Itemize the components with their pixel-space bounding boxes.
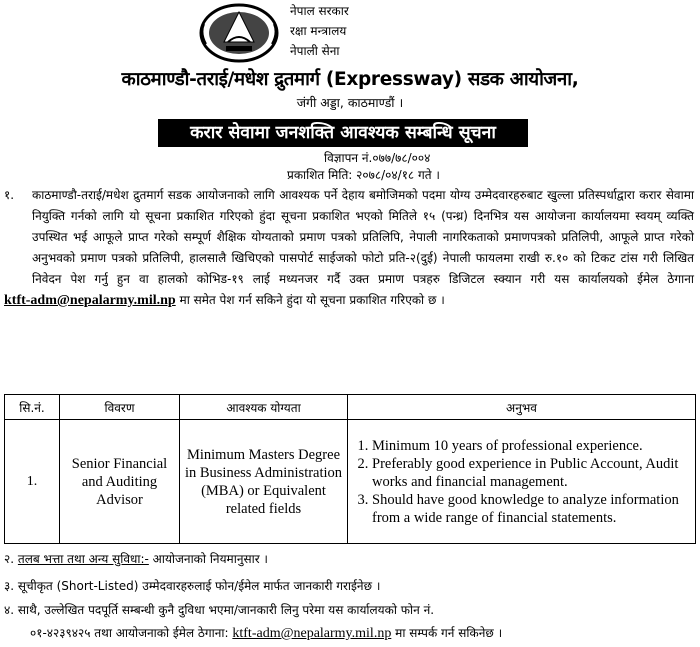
item-2-number: २. [4, 552, 15, 566]
address: जंगी अड्डा, काठमाण्डौं । [296, 95, 404, 110]
experience-item: 3. Should have good knowledge to analyze information from a wide range of financial statements. [372, 491, 689, 527]
notice-banner: करार सेवामा जनशक्ति आवश्यक सम्बन्धि सूचना [158, 119, 528, 147]
advertisement-number: विज्ञापन नं.०७७/७८/००४ [324, 151, 431, 165]
cell-qualification: Minimum Masters Degree in Business Administration (MBA) or Equivalent related fields [180, 420, 348, 544]
footer-item-3: ३. सूचीकृत (Short-Listed) उम्मेदवारहरुलाई फोन/ईमेल मार्फत जानकारी गराईनेछ । [4, 579, 381, 593]
email-link[interactable]: ktft-adm@nepalarmy.mil.np [4, 293, 176, 308]
header-experience: अनुभव [348, 395, 696, 420]
cell-experience [348, 420, 696, 544]
header-description: विवरण [60, 395, 180, 420]
footer-item-2 [4, 549, 268, 569]
item-2-text: आयोजनाको नियमानुसार । [148, 552, 268, 566]
paragraph-1-tail: मा समेत पेश गर्न सकिने हुंदा यो सूचना प्रकाशित गरिएको छ । [175, 293, 445, 307]
paragraph-1-text: काठमाण्डौ-तराई/मधेश द्रुतमार्ग सडक आयोजनाको लागि आवश्यक पर्ने देहाय बमोजिमको पदमा योग्य उम्मेदवारहरुबाट खुल्ला प्रतिस्पर्धाद्वारा करार सेवामा नियुक्ति गर्नको लागि यो सूचना प्रकाशित गरिएको हुंदा सूचना प्रकाशित भएको मितिले १५ (पन्ध्र) दिनभित्र यस आयोजना कार्यालयमा स्वयम् व्यक्ति उपस्थित भई आफूले प्राप्त गरेको सम्पूर्ण शैक्षिक योग्यताको प्रमाण पत्रको प्रतिलिपि, नेपाली नागरिकताको प्रमाणपत्रको प्रतिलिपी, आफूले प्राप्त गरेको अनुभवको प्रमाण पत्रको प्रतिलिपी, हालसालै खिचिएको पासपोर्ट साईजको फोटो प्रति-२(दुई) नेपाली फायलमा राखी रु.१० को टिकट टांस गरी लिखित निवेदन पेश गर्नु हुन वा हालको कोभिड-१९ लाई मध्यनजर गर्दै उक्त प्रमाण पत्रहरु डिजिटल स्क्यान गरी यस कार्यालयको ईमेल ठेगाना [32, 188, 694, 286]
cell-serial: 1. [5, 420, 60, 544]
phone-and-email-label: ०१-४२३९४२५ तथा आयोजनाको ईमेल ठेगाना: [30, 626, 229, 640]
header-ministry: रक्षा मन्त्रालय [290, 24, 347, 38]
item-4-suffix: मा सम्पर्क गर्न सकिनेछ । [391, 626, 503, 640]
cell-position: Senior Financial and Auditing Advisor [60, 420, 180, 544]
project-title: काठमाण्डौ-तराई/मधेश द्रुतमार्ग (Expressway) सडक आयोजना, [121, 69, 579, 90]
table-header-row [5, 395, 696, 420]
vacancy-table [4, 394, 696, 544]
experience-item: 2. Preferably good experience in Public Account, Audit works and financial management. [372, 455, 689, 491]
published-date: प्रकाशित मिति: २०७८/०४/१८ गते । [287, 168, 440, 182]
header-government: नेपाल सरकार [290, 4, 349, 18]
contact-email-link[interactable]: ktft-adm@nepalarmy.mil.np [232, 626, 392, 641]
header-serial: सि.नं. [5, 395, 60, 420]
footer-item-4-line-1: ४. साथै, उल्लेखित पदपूर्ति सम्बन्धी कुनै दुविधा भएमा/जानकारी लिनु परेमा यस कार्यालयको फोन नं. [4, 603, 435, 617]
item-2-label: तलब भत्ता तथा अन्य सुविधा:- [17, 552, 149, 566]
footer-item-4-line-2 [30, 623, 502, 644]
header-qualification: आवश्यक योग्यता [180, 395, 348, 420]
table-row [5, 420, 696, 544]
paragraph-1 [4, 185, 694, 311]
header-army: नेपाली सेना [290, 44, 340, 58]
experience-item: 1. Minimum 10 years of professional experience. [372, 437, 689, 455]
paragraph-1-number: १. [4, 188, 15, 202]
nepal-emblem-icon [198, 2, 280, 64]
